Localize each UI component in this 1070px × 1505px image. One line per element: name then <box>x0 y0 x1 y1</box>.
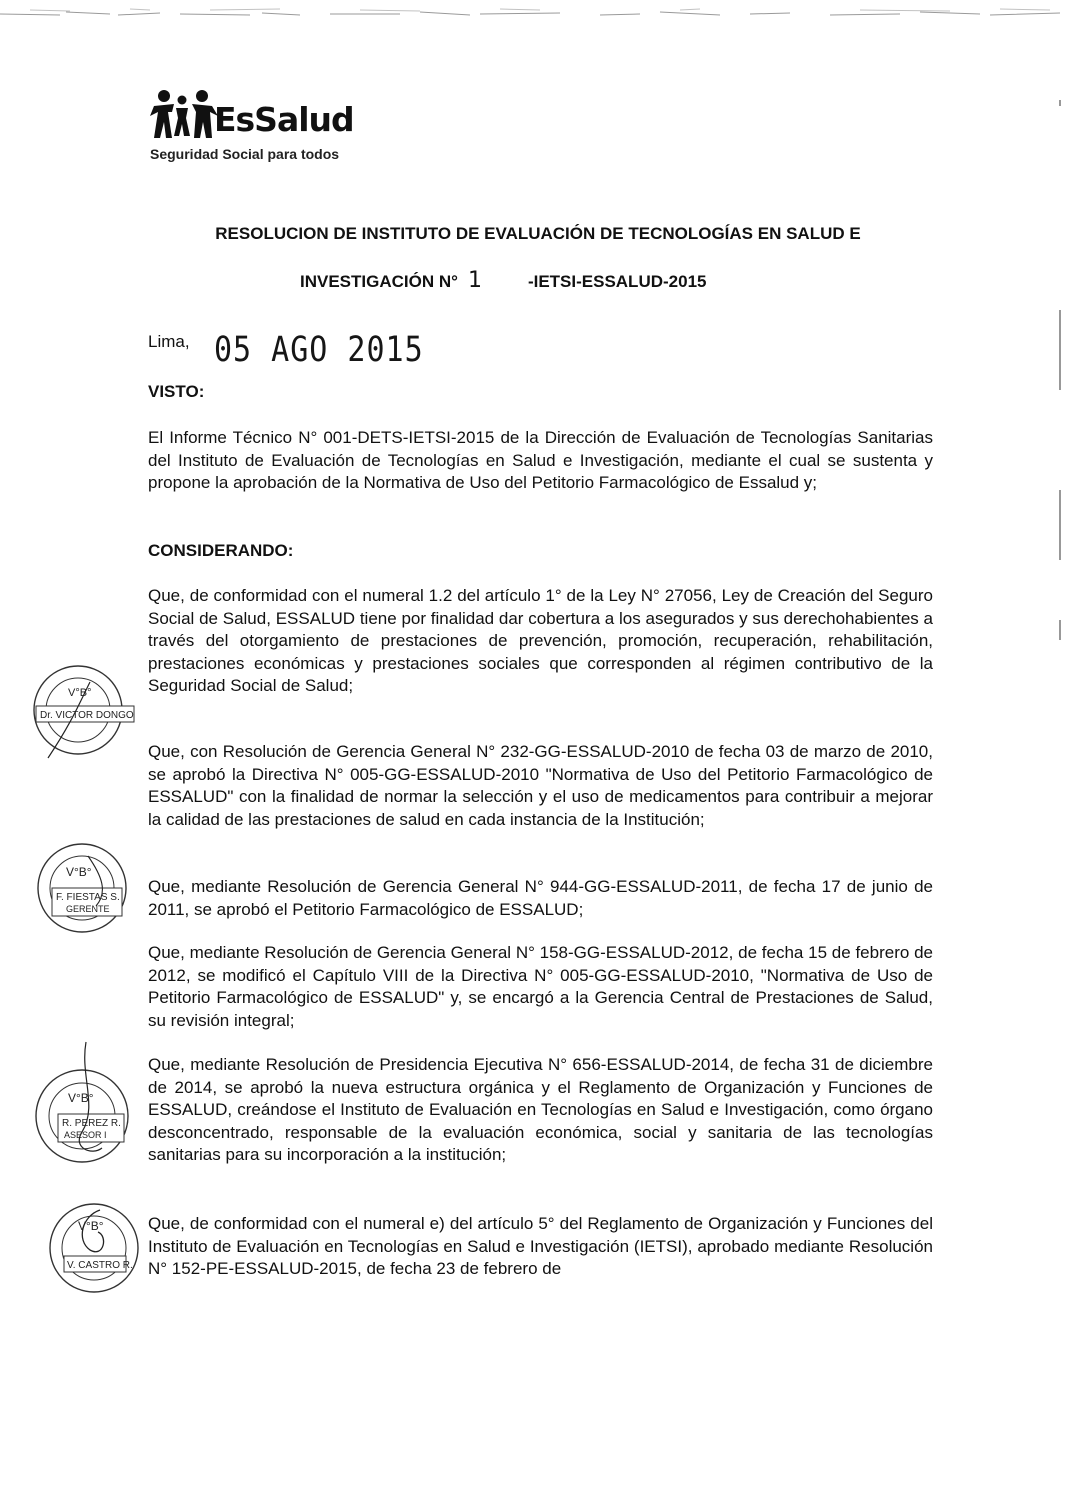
approval-stamp-4 <box>42 1196 146 1302</box>
paragraph-considerando-1: Que, de conformidad con el numeral 1.2 del artículo 1° de la Ley N° 27056, Ley de Creación del Seguro Social de Salud, ESSALUD tiene por finalidad dar cobertura a los asegurados y sus derechohabientes a través del otorgamiento de prestaciones de prevención, promoción, recuperación, rehabilitación, prestaciones económicas y prestaciones sociales que corresponden al régimen contributivo de la Seguridad Social de Salud; <box>148 586 933 696</box>
essalud-logo <box>146 88 376 168</box>
stamp-4-vb: V°B° <box>78 1219 104 1233</box>
approval-stamp-2 <box>22 836 140 940</box>
approval-stamp-1 <box>20 662 140 762</box>
heading-considerando: CONSIDERANDO: <box>148 541 294 560</box>
heading-visto: VISTO: <box>148 382 205 401</box>
paragraph-considerando-6: Que, de conformidad con el numeral e) del artículo 5° del Reglamento de Organización y Funciones del Instituto de Evaluación en Tecnologías en Salud e Investigación (IETSI), aprobado mediante Resolución N° 152-PE-ESSALUD-2015, de fecha 23 de febrero de <box>148 1214 933 1279</box>
paragraph-considerando-3: Que, mediante Resolución de Gerencia General N° 944-GG-ESSALUD-2011, de fecha 17 de junio de 2011, se aprobó el Petitorio Farmacológico de ESSALUD; <box>148 877 933 919</box>
stamp-2-role: GERENTE <box>66 904 110 914</box>
resolution-number-prefix: INVESTIGACIÓN N° <box>300 272 458 291</box>
paragraph-visto: El Informe Técnico N° 001-DETS-IETSI-2015 de la Dirección de Evaluación de Tecnologías Sanitarias del Instituto de Evaluación de Tecnologías en Salud e Investigación, mediante el cual se sustenta y propone la aprobación de la Normativa de Uso del Petitorio Farmacológico de Essalud y; <box>148 428 933 493</box>
stamp-4-name: V. CASTRO R. <box>67 1260 133 1271</box>
stamp-1-vb: V°B° <box>68 687 92 699</box>
stamp-2-vb: V°B° <box>66 865 92 879</box>
date-stamp: 05 AGO 2015 <box>214 330 424 371</box>
logo-wordmark: EsSalud <box>214 100 354 139</box>
approval-stamp-3 <box>22 1036 140 1186</box>
stamp-1-name: Dr. VICTOR DONGO <box>40 710 134 721</box>
logo-tagline: Seguridad Social para todos <box>150 146 340 162</box>
date-place: Lima, <box>148 332 190 351</box>
stamp-3-role: ASESOR I <box>64 1130 107 1140</box>
stamp-2-name: F. FIESTAS S. <box>56 892 120 903</box>
stamp-3-name: R. PEREZ R. <box>62 1118 121 1129</box>
paragraph-considerando-5: Que, mediante Resolución de Presidencia Ejecutiva N° 656-ESSALUD-2014, de fecha 31 de diciembre de 2014, se aprobó la nueva estructura orgánica y el Reglamento de Organización y Funciones de ESSALUD, creándose el Instituto de Evaluación en Tecnologías en Salud e Investigación, como órgano desconcentrado, responsable de la evaluación económica, social y sanitaria de las tecnologías sanitarias para su incorporación a la institución; <box>148 1055 933 1165</box>
resolution-title-line1: RESOLUCION DE INSTITUTO DE EVALUACIÓN DE TECNOLOGÍAS EN SALUD E <box>215 224 861 243</box>
resolution-title-line2 <box>300 268 780 293</box>
scan-edge-right <box>1058 60 1062 1460</box>
paragraph-considerando-4: Que, mediante Resolución de Gerencia General N° 158-GG-ESSALUD-2012, de fecha 15 de febrero de 2012, se modificó el Capítulo VIII de la Directiva N° 005-GG-ESSALUD-2010, "Normativa de Uso de Petitorio Farmacológico de ESSALUD" y, se encargó a la Gerencia Central de Prestaciones de Salud, su revisión integral; <box>148 943 933 1030</box>
scan-noise-top <box>0 6 1070 20</box>
stamp-3-vb: V°B° <box>68 1091 94 1105</box>
resolution-number: 1 <box>467 268 482 293</box>
paragraph-considerando-2: Que, con Resolución de Gerencia General N° 232-GG-ESSALUD-2010 de fecha 03 de marzo de 2010, se aprobó la Directiva N° 005-GG-ESSALUD-2010 "Normativa de Uso del Petitorio Farmacológico de ESSALUD" con la finalidad de normar la selección y el uso de medicamentos para contribuir a mejorar la calidad de las prestaciones de salud en cada instancia de la Institución; <box>148 742 933 829</box>
resolution-number-suffix: -IETSI-ESSALUD-2015 <box>527 272 707 291</box>
